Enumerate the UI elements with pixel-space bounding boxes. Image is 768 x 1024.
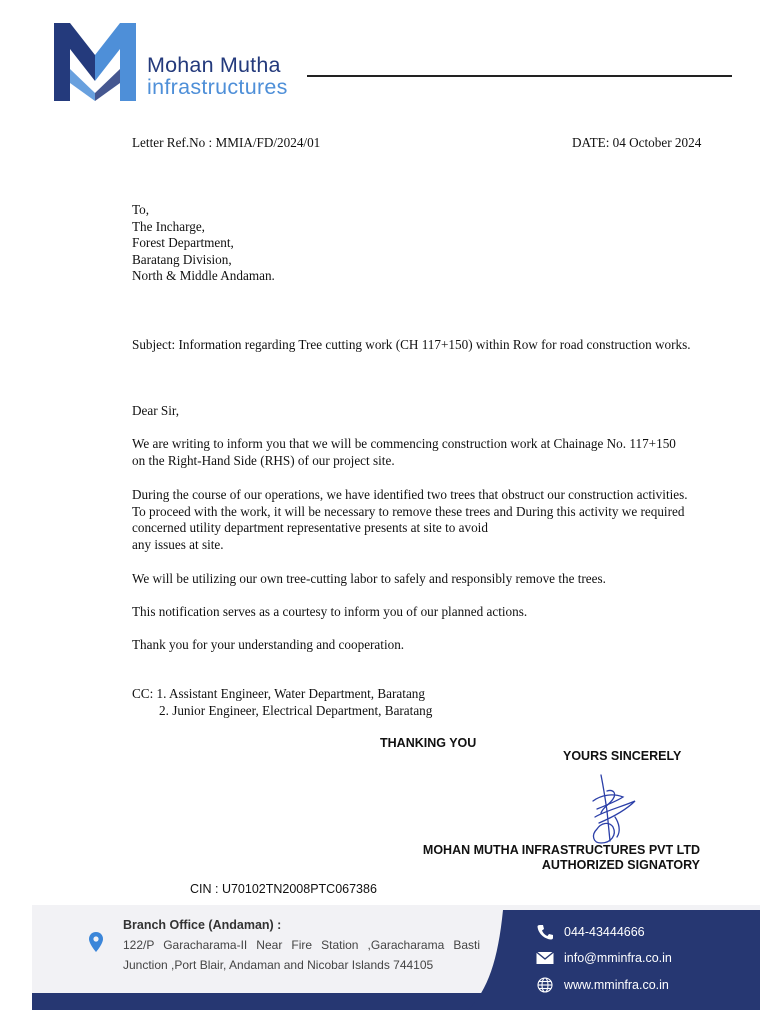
branch-address-line: 122/P Garacharama-II Near Fire Station ,Garacharama Basti (123, 938, 480, 952)
paragraph-line: Thank you for your understanding and cooperation. (132, 637, 405, 652)
branch-address-line: Junction ,Port Blair, Andaman and Nicobar Islands 744105 (123, 958, 434, 972)
body-paragraph-2 (132, 487, 732, 553)
email-icon (536, 950, 554, 966)
body-paragraph-5 (132, 637, 732, 654)
company-logo-mark (54, 23, 136, 101)
address-line: Baratang Division, (132, 251, 232, 267)
company-name: MOHAN MUTHA INFRASTRUCTURES PVT LTD (422, 843, 700, 857)
paragraph-line: We will be utilizing our own tree-cutting labor to safely and responsibly remove the trees. (132, 571, 606, 586)
salutation: Dear Sir, (132, 403, 180, 418)
closing: YOURS SINCERELY (563, 749, 682, 763)
paragraph-line: concerned utility department representative presents at site to avoid (132, 520, 488, 536)
paragraph-line: To proceed with the work, it will be necessary to remove these trees and During this activity we required (132, 503, 685, 519)
contact-email (536, 950, 672, 966)
address-line: The Incharge, (132, 218, 205, 234)
location-pin-icon (89, 932, 103, 952)
branch-title: Branch Office (Andaman) : (123, 918, 282, 932)
cc-line: 2. Junior Engineer, Electrical Department, Baratang (159, 702, 433, 718)
paragraph-line: any issues at site. (132, 536, 224, 552)
handwritten-signature (583, 771, 639, 845)
phone-number[interactable]: 044-43444666 (564, 925, 645, 939)
header-rule (307, 75, 732, 77)
paragraph-line: This notification serves as a courtesy to inform you of our planned actions. (132, 604, 528, 619)
footer (0, 905, 768, 1024)
brand-subtitle: infrastructures (147, 75, 288, 99)
address-line: Forest Department, (132, 235, 234, 251)
footer-curve (468, 910, 538, 1010)
paragraph-line: on the Right-Hand Side (RHS) of our project site. (132, 452, 395, 468)
recipient-address (132, 202, 275, 285)
address-line: To, (132, 202, 150, 217)
signatory-title: AUTHORIZED SIGNATORY (541, 857, 700, 872)
paragraph-line: We are writing to inform you that we will be commencing construction work at Chainage No. 117+150 (132, 436, 676, 451)
letter-reference: Letter Ref.No : MMIA/FD/2024/01 (132, 135, 321, 150)
cin-number: CIN : U70102TN2008PTC067386 (190, 882, 377, 896)
body-paragraph-3 (132, 571, 732, 588)
cc-list (132, 686, 432, 719)
thanking-note: THANKING YOU (380, 736, 477, 750)
signatory-block (423, 843, 700, 872)
letter-date: DATE: 04 October 2024 (572, 135, 702, 150)
body-paragraph-1 (132, 436, 732, 469)
cc-line: CC: 1. Assistant Engineer, Water Department, Baratang (132, 686, 425, 701)
paragraph-line: During the course of our operations, we have identified two trees that obstruct our construction activities. (132, 487, 688, 502)
address-line: North & Middle Andaman. (132, 268, 275, 284)
letter-subject: Subject: Information regarding Tree cutting work (CH 117+150) within Row for road construction works. (132, 337, 691, 352)
email-address[interactable]: info@mminfra.co.in (564, 951, 672, 965)
body-paragraph-4 (132, 604, 732, 621)
contact-website (536, 977, 669, 993)
globe-icon (536, 977, 554, 993)
phone-icon (536, 924, 554, 940)
brand-name: Mohan Mutha (147, 53, 281, 77)
contact-phone (536, 924, 645, 940)
website-url[interactable]: www.mminfra.co.in (564, 978, 669, 992)
